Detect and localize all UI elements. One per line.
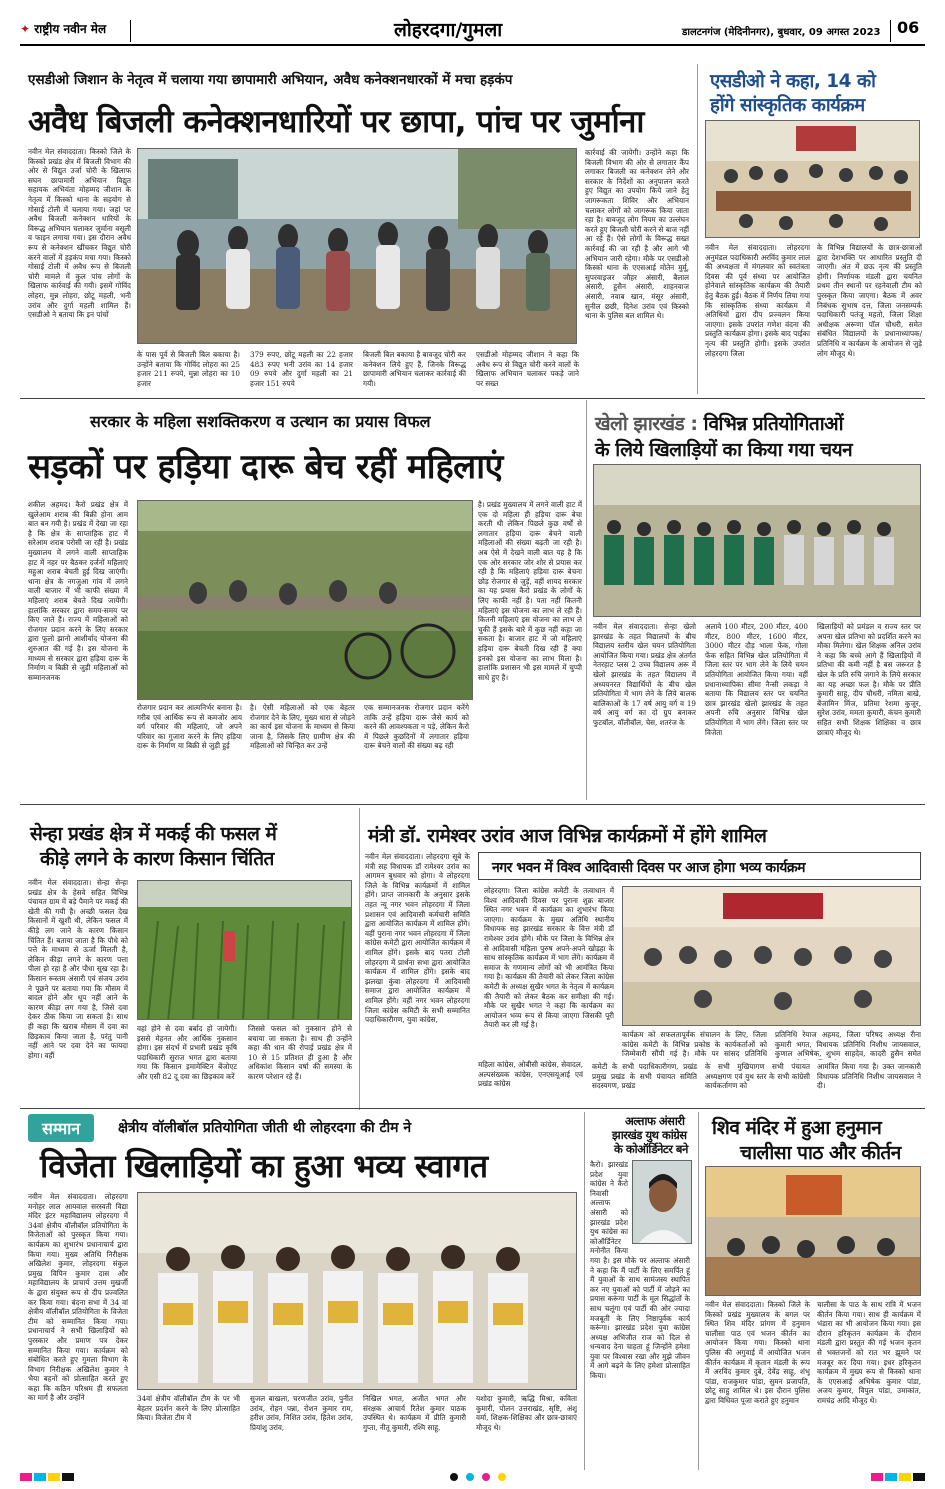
story4-headline-tag: खेलो झारखंड :	[595, 413, 698, 435]
masthead-rule	[20, 44, 925, 46]
section-rule	[20, 398, 925, 399]
story10-headline-line2: चालीसा पाठ और कीर्तन	[740, 1142, 901, 1164]
story4-col2: अलावे 100 मीटर, 200 मीटर, 400 मीटर, 800 मीटर, 1600 मीटर, 3000 मीटर दौड़ भाला फेंक, गोला फेंक सहित विभिन्न खेल प्रतियोगिता में जिला स्तर पर भाग लेने के लिये चयन प्रतियोगिता आयोजित किया गया। वहीं प्रधानाध्यापिका सीमा नैन्सी लकड़ा ने बताया कि विद्यालय स्तर पर चयनित छात्र झारखंड खेलो झारखंड के तहत अपनी रुचि अनुसार विभिन्न खेल प्रतियोगिता में भाग लेंगे। जिला स्तर पर विजेता	[705, 622, 808, 737]
masthead-divider	[890, 20, 891, 42]
story1-col6: कार्रवाई की जायेगी। उन्होंने कहा कि बिजली विभाग की ओर से लगातार कैंप लगाकर बिजली का कनेक्शन लेने और सरकार के निर्देशों का अनुपालन करते हुए विद्युत का उपयोग किये जाने हेतु जागरूकता शिविर और अभियान चलाकर लोगों को जागरूक किया जाता रहा है। बावजूद लोग नियम का उल्लंघन करते हुए बिजली चोरी करने से बाज नहीं आ रहे हैं। ऐसे लोगों के विरूद्ध सख्त कार्रवाई की जा रही है और आगे भी अभियान जारी रहेगा। मौके पर एसडीओ किस्को थाना के एएसआई मोतेन मुर्मू, सुपरवाइजर जौहर अंसारी, बैलाल अंसारी, हुसैन अंसारी, शाहनवाज अंसारी, नवाब खान, मंसूर अंसारी, सुनील छछी, दिनेश उरांव एवं किस्को थाना के पुलिस बल शामिल थे।	[585, 148, 689, 321]
story3-col4: एक सम्मानजनक रोजगार प्रदान करेंगे ताकि उन्हें हड़िया दारू जैसे कार्य को करने की आवश्यकता न पड़े, लेकिन कैरो में पिछले कुछदिनों में लगातार हड़िया दारू बेचने वालों की संख्या बढ़ रही	[364, 703, 469, 751]
story9-headline-line3: के कोऑर्डिनेटर बने	[614, 1142, 688, 1156]
story10-headline-line1: शिव मंदिर में हुआ हनुमान	[712, 1117, 882, 1139]
story9-headline-line1: अल्ताफ अंसारी	[625, 1114, 685, 1128]
story1-kicker: एसडीओ जिशान के नेतृत्व में चलाया गया छापामारी अभियान, अवैध कनेक्शनधारकों में मचा हड़कंप	[28, 72, 513, 88]
story5-col3: जिससे फसल को नुकसान होने से बचाया जा सकता है। साथ ही उन्होंने कहा की धान की रोपाई प्रखंड क्षेत्र में 10 से 15 प्रतिशत ही हुआ है और अधिकांश किसान वर्षा की समस्या के कारण परेशान रहे हैं।	[248, 1024, 352, 1081]
column-divider	[584, 1112, 585, 1470]
story1-col3: 379 रुपए, छोटू महली का 22 हजार 483 रुपए भनी उरांव का 14 हजार 09 रुपये और दुर्गा महली का 21 हजार 151 रुपये	[250, 350, 353, 388]
story8-col5: यशोदा कुमारी, ऋद्धि मिश्रा, कविता कुमारी, पोलन उत्तराखंड, सृष्टि, अंशू वर्मा, शिक्षक-शिक्षिका और छात्र-छात्राएं मौजूद थे।	[476, 1394, 577, 1432]
story3-col5: है। प्रखंड मुख्यालय में लगने वाली हाट में एक दो महिला ही हड़िया दारू बेचा करती थी लेकिन पिछले कुछ वर्षों से लगातार हड़िया दारू बेचने वाली महिलाओं की संख्या बढ़ती जा रही है। अब ऐसे में देखने वाली बात यह है कि एक ओर सरकार जोर शोर से प्रयास कर रही है कि महिलाएं हड़िया दारू बेचना छोड़ रोजगार से जुड़ें, वहीं शायद सरकार का यह प्रयास कैरो प्रखंड के लोगों के लिए काफी नहीं है। पता नहीं कितनी महिलाएं इस योजना का लाभ ले रही हैं। कितनी महिलाएं इस योजना का लाभ ले चुकी हैं इसके बारे में कुछ नहीं कहा जा सकता है। बाजार हाट में जो महिलाएं हड़िया दारू बेचती दिख रही हैं क्या इनको इस योजना का लाभ मिला है। हालांकि प्रशासन भी इस मामले में चुप्पी साधे हुए है।	[478, 500, 582, 682]
story8-headline: विजेता खिलाड़ियों का हुआ भव्य स्वागत	[40, 1147, 488, 1185]
story7-col2: कार्यक्रम को सफलतापूर्वक संचालन के लिए, जिला कांग्रेस कमेटी के विभिन्न प्रकोष्ठ के कार्यकर्ताओं को जिम्मेवारी सौंपी गई है। मौके पर सांसद प्रतिनिधि	[622, 1030, 767, 1059]
story1-col5: एसडीओ मोहम्मद जीशान ने कहा कि अवैध रूप से विद्युत चोरी करने वालों के खिलाफ अभियान चलाकर पकड़े जाने पर सख्त	[476, 350, 579, 388]
story3-col3: है। ऐसी महिलाओं को एक बेहतर रोजगार देने के लिए, मुख्य धारा से जोड़ने का कार्य इस योजना के माध्यम से किया जाना है, जिसके लिए ग्रामीण क्षेत्र की महिलाओं को चिन्हित कर उन्हें	[250, 703, 355, 751]
story1-headline: अवैध बिजली कनेक्शनधारियों पर छापा, पांच पर जुर्माना	[28, 104, 644, 140]
story4-photo	[593, 464, 921, 617]
registration-mark	[466, 1473, 474, 1481]
story2-col2: के विभिन्न विद्यालयों के छात्र-छात्राओं द्वारा देशभक्ति पर आधारित प्रस्तुति दी जाएगी। अंत में छऊ नृत्य की प्रस्तुति होगी। निर्णायक मंडली द्वारा चयनित प्रथम तीन स्थानों पर रहनेवाली टीम को पुरस्कृत किया जाएगा। बैठक में अवर निबंधक सुभाष दत्त, जिला जनसम्पर्क पदाधिकारी पतंजू महतो, जिला शिक्षा अधीक्षक अरूणा पॉल चौधरी, समेत संबंधित विद्यालयों के प्रधानाध्यापक/प्रतिनिधि व कार्यक्रम के आयोजन से जुड़े लोग मौजूद थे।	[817, 243, 922, 358]
story6-col2: महिला कांग्रेस, ओबीसी कांग्रेस, सेवादल, अल्पसंख्यक कांग्रेस, एनएसयूआई एवं प्रखंड कांग्रेस	[478, 1060, 583, 1089]
registration-mark	[450, 1473, 458, 1481]
date-line: डालटनगंज (मेदिनीनगर), बुधवार, 09 अगस्त 2023	[682, 27, 881, 38]
story8-col3: सुजल बाखला, चरणजीत उरांव, पुनीत उरांव, रोहन पन्ना, रोशन कुमार राम, हरीश उरांव, निशित उरांव, हितेश उरांव, प्रियांशु उरांव,	[250, 1394, 353, 1432]
newspaper-logo	[20, 20, 106, 37]
story8-col1: नवीन मेल संवाददाता। लोहरदगा मनोहर लाल आयवाल सरस्वती विद्या मंदिर इंटर महाविद्यालय लोहरदगा में 34वां क्षेत्रीय वॉलीबॉल प्रतियोगिता के विजेताओं को पुरस्कृत किया गया। कार्यक्रम का शुभारंभ प्रधानाचार्य द्वारा किया गया। मुख्य अतिथि निरीक्षक अखिलेश कुमार, लोहरदगा संकुल प्रमुख विपिन कुमार दास और महाविद्यालय के प्राचार्य उत्तम मुखर्जी के द्वारा संयुक्त रूप से दीप प्रज्वलित कर किया गया। बंदना सभा में 34 वां क्षेत्रीय वॉलीबॉल प्रतियोगिता के विजेता टीम को सम्मानित किया गया। प्रधानाचार्य ने सभी खिलाड़ियों को पुरस्कार और प्रमाण पत्र देकर सम्मानित किया गया। कार्यक्रम को संबोधित करते हुए गुमला विभाग के विभाग निरीक्षक अखिलेश कुमार ने भैया बहनों को प्रोत्साहित करते हुए कहा कि कठिन परिश्रम ही सफलता का मार्ग है और उन्होंने	[28, 1192, 128, 1403]
story7-col6: आमंत्रित किया गया है। उक्त जानकारी विधायक प्रतिनिधि निशीथ जायसवाल ने दी।	[817, 1062, 921, 1091]
column-divider	[697, 64, 698, 394]
registration-swatch	[20, 1473, 32, 1481]
section-title: लोहरदगा/गुमला	[394, 19, 503, 41]
registration-swatch	[34, 1473, 46, 1481]
registration-mark	[498, 1473, 506, 1481]
story2-col1: नवीन मेल संवाददाता। लोहरदगा अनुमंडल पदाधिकारी अरविंद कुमार लाल की अध्यक्षता में मंगलवार को स्वतंत्रता दिवस की पूर्व संध्या पर आयोजित होनेवाले सांस्कृतिक कार्यक्रम की तैयारी हेतु बैठक हुई। बैठक में निर्णय लिया गया कि सांस्कृतिक संध्या कार्यक्रम में अतिथियों द्वारा दीप प्रज्वलन किया जाएगा। इसके उपरांत गणेश वंदना की प्रस्तुति कार्यक्रम होगा। इसके बाद पाईका नृत्य की प्रस्तुति होगी। इसके उपरांत लोहरदगा जिला	[705, 243, 810, 358]
story1-col4: बिजली बिल बकाया है बावजूद चोरी कर कनेक्शन लिये हुए हैं, जिनके विरूद्ध छापामारी अभियान चलाकर कार्रवाई की गयी।	[363, 350, 466, 388]
masthead-divider	[130, 20, 131, 42]
story9-text: कैरो। झारखंड प्रदेश युवा कांग्रेस ने कैरो निवासी अल्ताफ अंसारी को झारखंड प्रदेश युथ कांग्रेस का कोऑर्डिनेटर मनोनीत किया गया है। इस मौके पर अल्ताफ अंसारी ने कहा कि मैं पार्टी के लिए समर्पित हूं मैं युवाओं के साथ सामंजस्य स्थापित कर नए युवाओं को पार्टी में जोड़ने का प्रयास करूंगा पार्टी के मूल सिद्धांतों के साथ चलूंगा एवं पार्टी की ओर ज्यादा मजबूती के लिए निष्ठापूर्वक कार्य करूंगा। झारखंड प्रदेश युवा कांग्रेस अध्यक्ष अभिजीत राज को दिल से धन्यवाद देना चाहता हूं जिन्होंने हमेशा युवा पर विश्वास रखा और मुझे जीवन में आगे बढ़ने के लिए हमेशा प्रोत्साहित किया।	[590, 1160, 690, 1381]
story8-col4: निखिल भगत, अजीत भगत और संरक्षक आचार्य रितेश कुमार पाठक उपस्थित थे। कार्यक्रम में प्रीति कुमारी गुप्ता, नीतू कुमारी, रश्मि साहू,	[363, 1394, 466, 1432]
story7-col4: कमेटी के सभी पदाधिकारीगण, प्रखंड प्रमुख प्रखंड के सभी पंचायत समिति सदस्यगण, प्रखंड	[592, 1062, 697, 1091]
section-rule	[20, 1108, 925, 1109]
masthead	[0, 0, 945, 48]
registration-swatch	[899, 1473, 911, 1481]
story6-headline: मंत्री डॉ. रामेश्वर उरांव आज विभिन्न कार्यक्रमों में होंगे शामिल	[368, 825, 767, 847]
story7-photo	[622, 886, 921, 1026]
story4-col3: खिलाड़ियों को प्रमंडल व राज्य स्तर पर अपना खेल प्रतिभा को प्रदर्शित करने का मौका मिलेगा। खेल शिक्षक अनिल उरांव ने कहा कि बच्चे आगे हैं खिलाड़ियों में प्रतिभा की कमी नहीं है बस जरूरत है खेल के प्रति रुचि जगाने के लिये सरकार का यह अच्छा फल है। मौके पर प्रीति कुमारी साहू, दीप चौधरी, नमिता बाखे, बेंजामिन मिंज, प्रतिमा रेशमा कुजूर, सुरेश उरांव, ममता कुमारी, कंचन कुमारी सहित सभी शिक्षक शिक्षिका व छात्र छात्राएं मौजूद थे।	[817, 622, 921, 737]
story3-headline: सड़कों पर हड़िया दारू बेच रहीं महिलाएं	[28, 447, 503, 487]
story4-headline-line2: के लिये खिलाड़ियों का किया गया चयन	[595, 439, 853, 461]
story10-photo	[705, 1166, 921, 1296]
story1-col1: नवीन मेल संवाददाता। किस्को जिले के किस्को प्रखंड क्षेत्र में बिजली विभाग की ओर से विद्युत उर्जा चोरी के खिलाफ सघन छापामारी अभियान विद्युत सहायक अभियंता मोहम्मद जीशान के नेतृत्व में किस्को थाना के सहयोग से गोसाई टोली में चलाया गया। जहां पर अवैध बिजली कनेक्शन धारियों के विरूद्ध अभियान चलाकर जुर्माना वसूली व फाइन लगाया गया। इस दौरान अवैध रूप से कनेक्शन खींचकर विद्युत चोरी करने वालों में हड़कंप मचा गया। किस्को गोसाई टोली में अवैध रूप से बिजली चोरी मामले में कुल पांच लोगों के खिलाफ कार्रवाई की गयी। इसमें गोविंद लोहरा, मुन्न लोहरा, छोटू महली, भनी उरांव और दुर्गा महली शामिल हैं। एसडीओ ने बताया कि इन पांचों	[28, 147, 131, 320]
story6-col1: नवीन मेल संवाददाता। लोहरदगा सूबे के मंत्री सह विधायक डॉ रामेश्वर उरांव का आगमन बुधवार को होगा। वे लोहरदगा जिले के विभिन्न कार्यक्रमों में शामिल होंगे। प्राप्त जानकारी के अनुसार इसके तहत न्यू नगर भवन लोहरदगा में जिला प्रशासन एवं आदिवासी कर्मचारी समिति द्वारा आयोजित कार्यक्रम में शामिल होंगे। वहीं पुराना नगर भवन लोहरदगा में जिला कांग्रेस कमेटी द्वारा आयोजित कार्यक्रम में शामिल होंगे। इसके बाद पतरा टोली लोहरदगा में प्रार्थना सभा द्वारा आयोजित कार्यक्रम में शामिल होंगे। इसके बाद झलखा कुंबा लोहरदगा में आदिवासी समाज द्वारा आयोजित कार्यक्रम में शामिल होंगे। वहीं नगर भवन लोहरदगा जिला कांग्रेस कमिटी के सभी सम्मानित पदाधिकारीगण, युवा कांग्रेस,	[365, 852, 470, 1025]
story9-col1	[590, 1160, 690, 1468]
column-divider	[698, 1112, 699, 1470]
story7-col1: लोहरदगा। जिला कांग्रेस कमेटी के तत्वाधान में विश्व आदिवासी दिवस पर पुराना शुक्र बाजार स्थित नगर भवन में कार्यक्रम का शुभारंभ किया जाएगा। कार्यक्रम के मुख्य अतिथि स्थानीय विधायक सह झारखंड सरकार के वित्त मंत्री डॉ रामेश्वर उरांव होंगे। मौके पर जिला के विभिन्न क्षेत्र से आदिवासी महिला पुरुष अपने-अपने खोड़हा के साथ सांस्कृतिक कार्यक्रम में भाग लेंगे। कार्यक्रम में समाज के गणमान्य लोगों को भी आमंत्रित किया गया है। कार्यक्रम की तैयारी को लेकर जिला कांग्रेस कमेटी के अध्यक्ष सुखैर भगत के नेतृत्व में कार्यक्रम की तैयारी को लेकर बैठक कर समीक्षा की गई। मौके पर सुखैर भगत ने कहा कि कार्यक्रम का आयोजन भव्य रूप से किया जाएगा जिसकी पूरी तैयारी कर ली गई है।	[484, 886, 614, 1030]
section-rule	[20, 804, 925, 805]
registration-swatch	[913, 1473, 925, 1481]
story8-kicker: क्षेत्रीय वॉलीबॉल प्रतियोगिता जीती थी लोहरदगा की टीम ने	[118, 1120, 412, 1136]
story5-headline-line1: सेन्हा प्रखंड क्षेत्र में मकई की फसल में	[30, 823, 277, 845]
story5-col1: नवीन मेल संवाददाता। सेन्हा सेन्हा प्रखंड क्षेत्र के हेसवे सहित विभिन्न पंचायत ग्राम में बड़े पैमाने पर मकई की खेती की गयी है। अच्छी फसल देख किसानों में खुशी थी, लेकिन फसल में कीड़े लग जाने के कारण किसान चिंतित हैं। बताया जाता है कि पौधे को पत्ते के माध्यम से ऊर्जा मिलती है, लेकिन कीड़ा लगने के कारण पत्ता पीला हो रहा है और पौधा सूख रहा है। किसान रूस्तम अंसारी एवं संजय उरांव ने पूछने पर बताया गया कि मौसम में बादल होने और धूप नहीं आने के कारण कीड़ा लग गया है, जिसे दवा देकर ठीक किया जा सकता है। साथ ही कहा कि खराब मौसम में दवा का छिड़काव किया जाता है, परंतु पानी नहीं आने पर दवा देने का फायदा होगा। वहीं	[28, 878, 128, 1060]
registration-swatch	[885, 1473, 897, 1481]
registration-bar	[20, 1473, 925, 1485]
story8-photo	[137, 1192, 577, 1390]
story9-headline-line2: झारखंड युथ कांग्रेस	[612, 1128, 687, 1142]
story3-col1: शकील अहमद। कैरो प्रखंड क्षेत्र में खुलेआम शराब की बिक्री होना आम बात बन गयी है। प्रखंड में देखा जा रहा है कि क्षेत्र के साप्ताहिक हाट में सरेआम शराब परोसी जा रही है। प्रखंड मुख्यालय में लगने वाली साप्ताहिक हाट में नहर पर बैठकर दर्जनों महिलाएं महुआ शराब बेचती हुई दिख जाएंगी। थाना क्षेत्र के नगजुआ गांव में लगने वाली बाजार में भी काफी संख्या में महिलाएं शराब बेचते दिख जायेंगी। हालांकि सरकार द्वारा समय-समय पर किए जाते हैं। राज्य में महिलाओं को रोजगार प्रदान करने के लिए सरकार द्वारा फूलो झानो आशीर्वाद योजना की शुरुआत की गई है। इस योजना के माध्यम से सरकार द्वारा हड़िया दारू के निर्माण व बिक्री से जुड़ी महिलाओं को सम्मानजनक	[28, 500, 128, 682]
bird-icon: ✦	[20, 22, 31, 36]
registration-swatch	[62, 1473, 74, 1481]
story10-col2: चालीसा के पाठ के साथ रात्रि में भजन कीर्तन किया गया। साथ ही कार्यक्रम में भंडारा का भी आयोजन किया गया। इस दौरान हरिकृतन कार्यक्रम के दौरान मंडली द्वारा प्रस्तुत की गई भजन कृतन से भक्तजनों को रात भर झूमने पर मजबूर कर दिया गया। इधर हरिकृतन कार्यक्रम में मुख्य रूप से किस्को थाना के एएसआई अभिषेक कुमार पांडा, अजय कुमार, विपुल पांडा, उमाकांत, रामचंद्र आदि मौजूद थे।	[817, 1300, 921, 1405]
story7-col3: प्रतिनिधि रेयाज अहमद, जिला परिषद अध्यक्ष रीना कुमारी भगत, विधायक प्रतिनिधि निशीथ जायसवाल, कुणाल अभिषेक, शुभम साहदेव, कादरी हुसैन समेत	[775, 1030, 921, 1059]
story3-photo	[137, 500, 473, 700]
story1-photo	[137, 148, 577, 344]
story4-col1: नवीन मेल संवाददाता। सेन्हा खेलो झारखंड के तहत विद्यालयों के बीच विद्यालय स्तरीय खेल चयन प्रतियोगिता आयोजित किया गया। प्रखंड क्षेत्र अंतर्गत नेतरहाट प्लस 2 उच्च विद्यालय अरू में खेलो झारखंड के तहत विद्यालय में अध्ययनरत विद्यार्थियों के बीच खेल प्रतियोगिता में भाग लेने के लिये बालक बालिकाओं के 17 वर्ष आयु वर्ग व 19 वर्ष आयु वर्ग का दो ग्रुप बनाकर फुटबॉल, वॉलीबॉल, चेस, शतरंज के	[593, 622, 696, 727]
story5-photo	[137, 880, 352, 1020]
story1-col2: के पास पूर्व से बिजली बिल बकाया है। उन्होंने बताया कि गोविंद लोहरा का 25 हजार 211 रुपये, मुन्ना लोहरा का 10 हजार	[137, 350, 240, 388]
story5-col2: वहां होने से दवा बर्बाद हो जायेगी। इससे मेहनत और आर्थिक नुकसान होगा। इस संदर्भ में प्रभारी प्रखंड कृषि पदाधिकारी सुराज भगत द्वारा बताया गया कि किसान इमामेक्टिन बेंजोएट और एसी 82 दू दवा का छिड़काव करें	[137, 1024, 237, 1081]
registration-swatch	[48, 1473, 60, 1481]
story8-tag: सम्मान	[28, 1114, 94, 1142]
story2-photo	[705, 120, 920, 238]
registration-swatch	[871, 1473, 883, 1481]
column-divider	[586, 400, 587, 800]
story8-col2: 34वां क्षेत्रीय वॉलीबॉल टीम के पर भी बेहतर प्रदर्शन करने के लिए प्रोत्साहित किया। विजेता टीम में	[137, 1394, 240, 1423]
registration-mark	[482, 1473, 490, 1481]
story3-col2: रोजगार प्रदान कर आत्मनिर्भर बनाना है। गरीब एवं आर्थिक रूप से कमजोर आय वर्ग परिवार की महिलाएं, जो अपने परिवार का गुजारा करने के लिए हड़िया दारू के निर्माण या बिक्री से जुड़ी हुई	[137, 703, 242, 751]
logo-text: राष्ट्रीय नवीन मेल	[34, 22, 107, 36]
story5-headline-line2: कीड़े लगने के कारण किसान चिंतित	[40, 848, 274, 870]
page-number: 06	[897, 18, 920, 37]
story4-headline-rest: विभिन्न प्रतियोगिताओं	[703, 413, 844, 435]
story2-headline-line2: होंगे सांस्कृतिक कार्यक्रम	[710, 95, 865, 116]
story7-col5: के सभी मुखियागण सभी पंचायत अध्यक्षगण एवं युथ स्तर के सभी कांग्रेसी कार्यकर्तागण को	[705, 1062, 810, 1091]
story7-headline: नगर भवन में विश्व आदिवासी दिवस पर आज होगा भव्य कार्यक्रम	[492, 860, 806, 876]
story2-headline-line1: एसडीओ ने कहा, 14 को	[710, 71, 876, 92]
story4-headline-line1	[595, 410, 843, 436]
story10-col1: नवीन मेल संवाददाता। किस्को जिले के किस्को प्रखंड मुख्यालय के बगल पर स्थित शिव मंदिर प्रांगण में हनुमान चालीसा पाठ एवं भजन कीर्तन का आयोजन किया गया। किस्को थाना पुलिस की अगुवाई में आयोजित भजन कीर्तन कार्यक्रम में कृतान मंडली के रूप में अरविंद कुमार दुबे, देवेंद्र साहू, शंभू पांडा, राजकुमार पांडा, सुमन प्रजापति, छोटू साहु शामिल थे। इस दौरान पुलिस द्वारा विधिवत पूजा कराते हुए हनुमान	[705, 1300, 810, 1405]
story3-kicker: सरकार के महिला सशक्तिकरण व उत्थान का प्रयास विफल	[90, 412, 431, 431]
column-divider	[359, 808, 360, 1110]
